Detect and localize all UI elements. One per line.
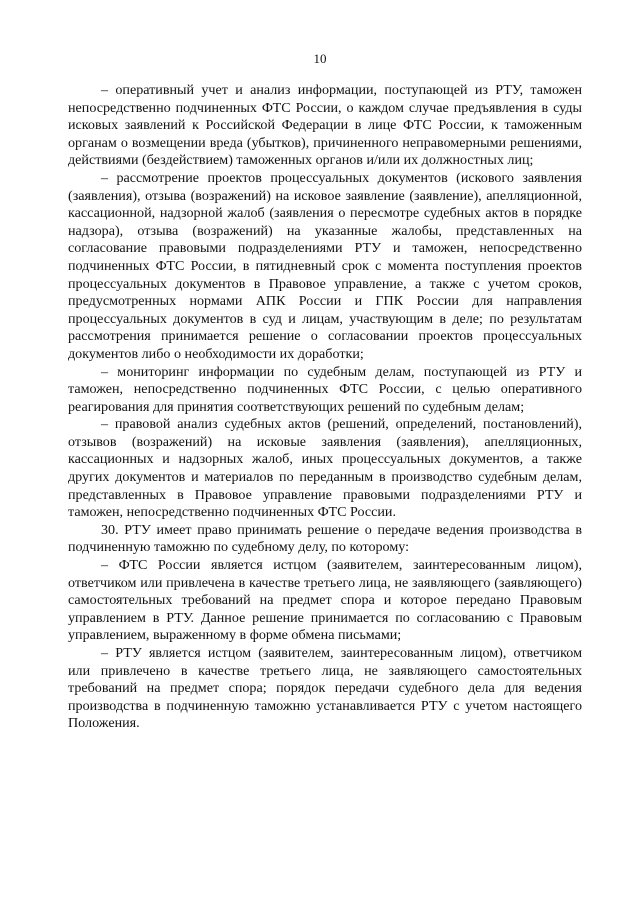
paragraph-item-30: 30. РТУ имеет право принимать решение о передаче ведения производства в подчиненную таможню по судебному делу, по которому: bbox=[68, 521, 582, 556]
document-body bbox=[68, 82, 582, 733]
page-number: 10 bbox=[313, 51, 327, 66]
paragraph-legal-analysis: – правовой анализ судебных актов (решений, определений, постановлений), отзывов (возражений) на исковые заявления (заявления), апелляционных, кассационных и надзорных жалоб, иных процессуальных документов, а также других документов и материалов по переданным в производство судебным делам, представленных в Правовое управление правовыми подразделениями РТУ и таможен, непосредственно подчиненных ФТС России. bbox=[68, 416, 582, 521]
paragraph-monitoring: – мониторинг информации по судебным делам, поступающей из РТУ и таможен, непосредственно подчиненных ФТС России, с целью оперативного реагирования для принятия соответствующих решений по судебным делам; bbox=[68, 363, 582, 415]
paragraph-fts-plaintiff: – ФТС России является истцом (заявителем, заинтересованным лицом), ответчиком или привлечена в качестве третьего лица, не заявляющего (заявляющего) самостоятельных требований на предмет спора и которое передано Правовым управлением в РТУ. Данное решение принимается по согласованию с Правовым управлением, выраженному в форме обмена письмами; bbox=[68, 557, 582, 644]
paragraph-draft-review: – рассмотрение проектов процессуальных документов (искового заявления (заявления), отзыва (возражений) на исковое заявление (заявление), апелляционной, кассационной, надзорной жалоб (заявления о пересмотре судебных актов в порядке надзора), отзыва (возражений) на указанные жалобы, представленных на согласование правовыми подразделениями РТУ и таможен, непосредственно подчиненных ФТС России, в пятидневный срок с момента поступления проектов процессуальных документов в Правовое управление, а также с учетом сроков, предусмотренных нормами АПК России и ГПК России для направления процессуальных документов в суд и лицам, участвующим в деле; по результатам рассмотрения принимается решение о согласовании проектов процессуальных документов либо о необходимости их доработки; bbox=[68, 169, 582, 362]
paragraph-operational-accounting: – оперативный учет и анализ информации, поступающей из РТУ, таможен непосредственно подчиненных ФТС России, о каждом случае предъявления в суды исковых заявлений к Российской Федерации в лице ФТС России, к таможенным органам о возмещении вреда (убытков), причиненного неправомерными решениями, действиями (бездействием) таможенных органов и/или их должностных лиц; bbox=[68, 82, 582, 169]
paragraph-rtu-plaintiff: – РТУ является истцом (заявителем, заинтересованным лицом), ответчиком или привлечено в качестве третьего лица, не заявляющего самостоятельных требований на предмет спора; порядок передачи судебного дела для ведения производства в подчиненную таможню устанавливается РТУ с учетом настоящего Положения. bbox=[68, 645, 582, 732]
